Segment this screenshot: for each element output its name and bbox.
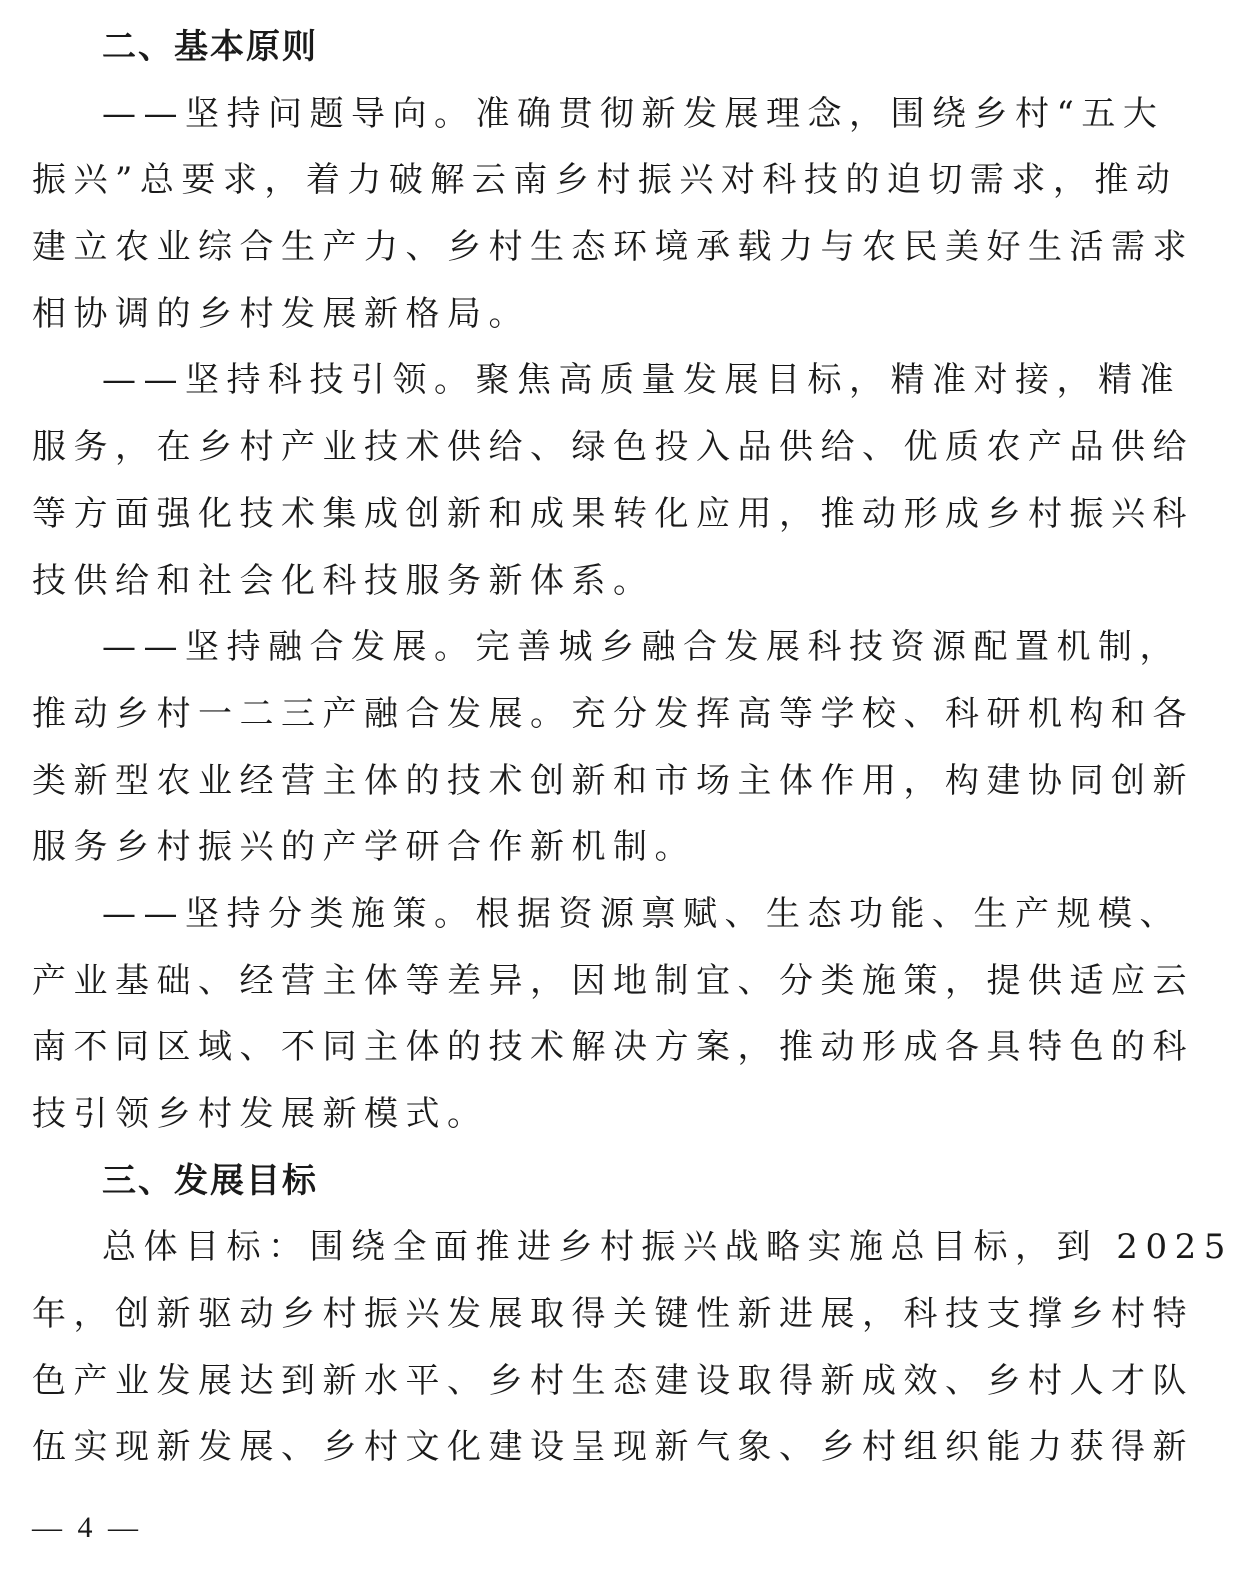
section-heading-goals: 三、发展目标: [102, 1160, 318, 1201]
paragraph-line: 总体目标：围绕全面推进乡村振兴战略实施总目标，到 2025: [102, 1227, 1233, 1268]
paragraph-line: 类新型农业经营主体的技术创新和市场主体作用，构建协同创新: [32, 760, 1194, 801]
paragraph-line: 相协调的乡村发展新格局。: [32, 293, 530, 334]
page-number: — 4 —: [32, 1511, 142, 1544]
paragraph-line: 建立农业综合生产力、乡村生态环境承载力与农民美好生活需求: [32, 227, 1194, 268]
paragraph-line: 伍实现新发展、乡村文化建设呈现新气象、乡村组织能力获得新: [32, 1427, 1194, 1468]
paragraph-line: 技供给和社会化科技服务新体系。: [32, 560, 655, 601]
principle-paragraph-4: [32, 881, 1194, 1148]
paragraph-line: ——坚持分类施策。根据资源禀赋、生态功能、生产规模、: [102, 893, 1181, 934]
goals-paragraph: [32, 1214, 1233, 1481]
paragraph-line: 服务乡村振兴的产学研合作新机制。: [32, 827, 696, 868]
principle-paragraph-2: [32, 347, 1194, 614]
document-page: [32, 14, 1233, 1481]
paragraph-line: 振兴”总要求，着力破解云南乡村振兴对科技的迫切需求，推动: [32, 160, 1178, 201]
paragraph-line: 等方面强化技术集成创新和成果转化应用，推动形成乡村振兴科: [32, 493, 1194, 534]
paragraph-line: 技引领乡村发展新模式。: [32, 1094, 489, 1134]
paragraph-line: 年，创新驱动乡村振兴发展取得关键性新进展，科技支撑乡村特: [32, 1294, 1194, 1335]
paragraph-line: ——坚持融合发展。完善城乡融合发展科技资源配置机制，: [102, 627, 1181, 668]
principle-paragraph-1: [32, 81, 1194, 348]
paragraph-line: 产业基础、经营主体等差异，因地制宜、分类施策，提供适应云: [32, 960, 1194, 1001]
paragraph-line: ——坚持科技引领。聚焦高质量发展目标，精准对接，精准: [102, 360, 1181, 401]
paragraph-line: ——坚持问题导向。准确贯彻新发展理念，围绕乡村“五大: [102, 93, 1165, 134]
paragraph-line: 服务，在乡村产业技术供给、绿色投入品供给、优质农产品供给: [32, 427, 1194, 468]
section-heading-principles: 二、基本原则: [102, 27, 318, 67]
paragraph-line: 南不同区域、不同主体的技术解决方案，推动形成各具特色的科: [32, 1027, 1194, 1068]
paragraph-line: 色产业发展达到新水平、乡村生态建设取得新成效、乡村人才队: [32, 1360, 1194, 1401]
principle-paragraph-3: [32, 614, 1194, 881]
paragraph-line: 推动乡村一二三产融合发展。充分发挥高等学校、科研机构和各: [32, 693, 1194, 734]
